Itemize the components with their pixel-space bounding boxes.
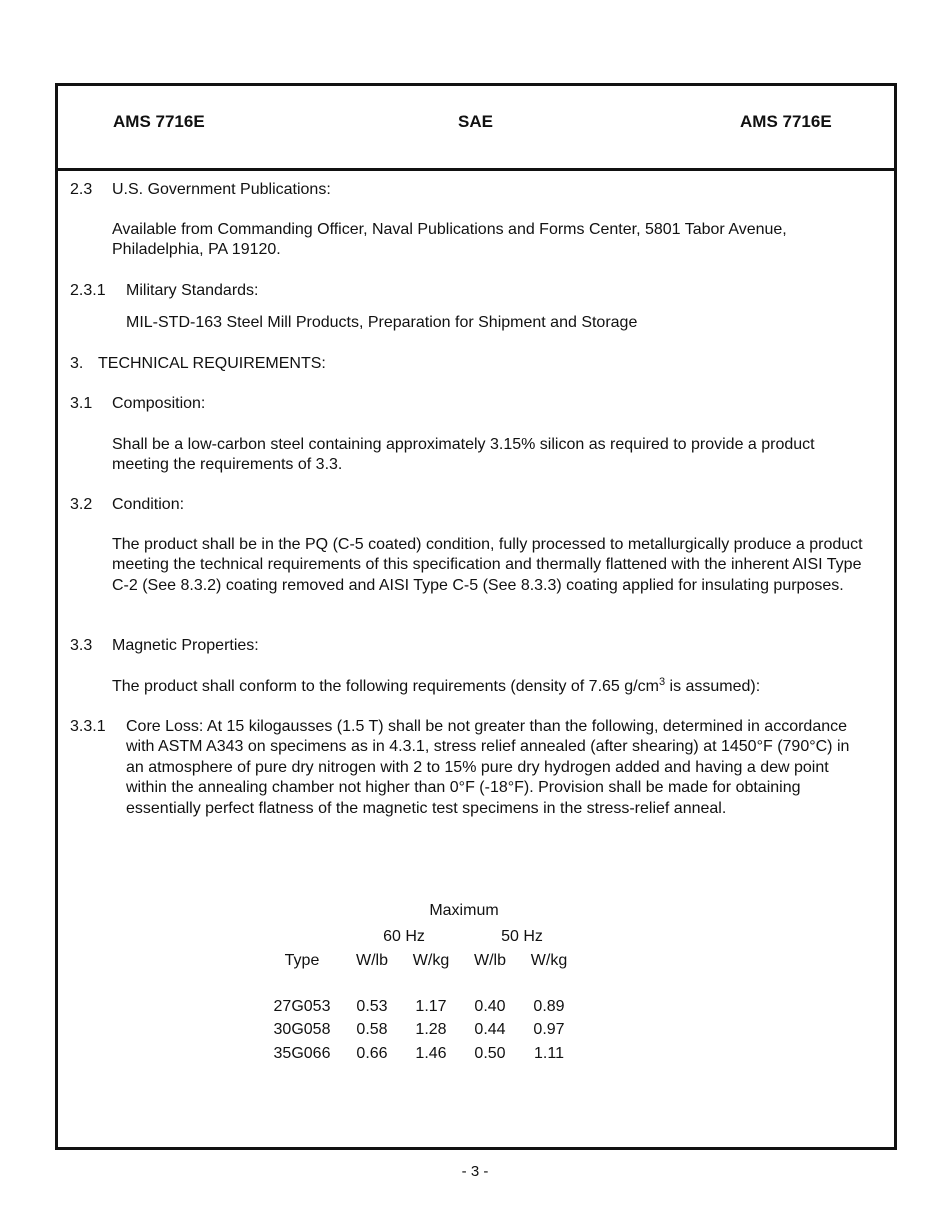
table-group-60hz: 60 Hz (383, 928, 425, 945)
table-cell: 1.46 (415, 1045, 447, 1062)
table-cell: 0.97 (533, 1021, 565, 1038)
header-doc-id-left: AMS 7716E (113, 112, 205, 131)
table-cell: 0.50 (474, 1045, 506, 1062)
table-cell: 1.28 (415, 1021, 447, 1038)
section-3-2-body: The product shall be in the PQ (C-5 coated) condition, fully processed to metallurgically produce a product meeting the technical requirements of this specification and thermally flattened with the inherent AISI Type C-2 (See 8.3.2) coating removed and AISI Type C-5 (See 8.3.3) coating applied for insulating purposes. (112, 536, 863, 594)
header-org: SAE (458, 112, 493, 131)
table-header-type: Type (284, 952, 320, 969)
section-3-1-body: Shall be a low-carbon steel containing approximately 3.15% silicon as required to provide a product meeting the requirements of 3.3. (112, 436, 815, 474)
table-cell: 0.53 (356, 998, 388, 1015)
table-header-50-wlb: W/lb (474, 952, 506, 969)
table-cell: 27G053 (273, 998, 331, 1015)
table-cell: 0.58 (356, 1021, 388, 1038)
table-header-60-wlb: W/lb (356, 952, 388, 969)
table-cell: 0.89 (533, 998, 565, 1015)
table-cell: 1.17 (415, 998, 447, 1015)
table-cell: 0.44 (474, 1021, 506, 1038)
table-cell: 35G066 (273, 1045, 331, 1062)
page-frame: AMS 7716E SAE AMS 7716E 2.3 U.S. Government Publications: Available from Commanding Officer, Naval Publications and Forms Center, 5801 Tabor Avenue, Philadelphia, PA 19120. 2.3.1 Military Standards: MIL-STD-163 Steel Mill Products, Preparation for Shipment and Storage 3. TECHNICAL REQUIREMENTS: 3.1 Composition: Shall be a low-carbon steel containing approximately 3.15% silicon as required to provide a product meeting the requirements of 3.3. 3.2 Condition: The product shall be in the PQ (C-5 coated) condition, fully processed to metallurgically produce a product meeting the technical requirements of this specification and thermally flattened with the inherent AISI Type C-2 (See 8.3.2) coating removed and AISI Type C-5 (See 8.3.3) coating applied for insulating purposes. 3.3 Magnetic Properties: The product shall conform to the following requirements (density of 7.65 $g/cm^3$ is assumed): 3.3.1 Core Loss: At 15 kilogausses (1.5 T) shall be not greater than the following, determined in accordance with ASTM A343 on specimens as in 4.3.1, stress relief annealed (after shearing) at 1450°F (790°C) in an atmosphere of pure dry nitrogen with 2 to 15% pure dry hydrogen added and having a dew point within the annealing chamber not higher than 0°F (-18°F). Provision shall be made for obtaining essentially perfect flatness of the magnetic test specimens in the stress-relief anneal. Maximum 60 Hz 50 Hz Type W/lb W/kg W/lb W/kg 27G053 0.53 1.17 0.40 0.89 30G058 0.58 1.28 0.44 0.97 35G066 0.66 1.46 0.50 1.11 (55, 83, 897, 1150)
section-2-3-body: Available from Commanding Officer, Naval Publications and Forms Center, 5801 Tabor Avenue, Philadelphia, PA 19120. (112, 221, 787, 259)
table-title: Maximum (429, 902, 499, 919)
table-cell: 0.66 (356, 1045, 388, 1062)
table-header-50-wkg: W/kg (530, 952, 568, 969)
header-doc-id-right: AMS 7716E (740, 112, 832, 131)
section-3-3-body: The product shall conform to the following requirements (density of 7.65 $g/cm^3$ is assumed): (112, 676, 761, 695)
section-3-3-1-body: Core Loss: At 15 kilogausses (1.5 T) shall be not greater than the following, determined in accordance with ASTM A343 on specimens as in 4.3.1, stress relief annealed (after shearing) at 1450°F (790°C) in an atmosphere of pure dry nitrogen with 2 to 15% pure dry hydrogen added and having a dew point within the annealing chamber not higher than 0°F (-18°F). Provision shall be made for obtaining essentially perfect flatness of the magnetic test specimens in the stress-relief anneal. (126, 718, 850, 817)
table-cell: 1.11 (534, 1045, 564, 1062)
table-group-50hz: 50 Hz (501, 928, 543, 945)
table-cell: 30G058 (273, 1021, 331, 1038)
table-header-60-wkg: W/kg (412, 952, 450, 969)
page-number: - 3 - (461, 1163, 489, 1180)
page-header (58, 86, 894, 171)
section-2-3-1-body: MIL-STD-163 Steel Mill Products, Preparation for Shipment and Storage (126, 314, 638, 331)
table-cell: 0.40 (474, 998, 506, 1015)
